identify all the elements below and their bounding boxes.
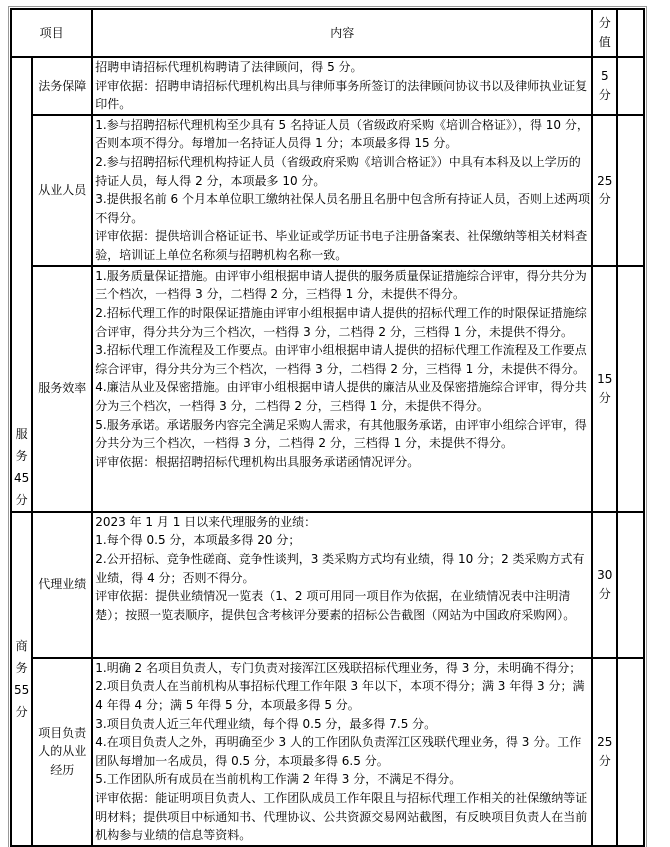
content-cell bbox=[92, 266, 592, 512]
content-line: 1.每个得 0.5 分，本项最多得 20 分； bbox=[95, 533, 301, 548]
content-line: 评审依据：根据招聘招标代理机构出具服务承诺函情况评分。 bbox=[95, 454, 420, 469]
header-score: 分值 bbox=[592, 9, 617, 57]
table-row bbox=[11, 658, 644, 846]
header-row bbox=[11, 9, 644, 57]
content-line: 评审依据：提供培训合格证证书、毕业证或学历证书电子注册备案表、社保缴纳等相关材料查验，培训证上单位名称须与招聘机构名称一致。 bbox=[95, 229, 588, 262]
subitem-cell: 项目负责人的从业经历 bbox=[32, 658, 92, 846]
subitem-cell: 从业人员 bbox=[32, 115, 92, 266]
content-line: 2.公开招标、竞争性磋商、竞争性谈判，3 类采购方式均有业绩，得 10 分；2 类采购方式有业绩，得 4 分；否则不得分。 bbox=[95, 551, 585, 585]
table-row bbox=[11, 57, 644, 115]
blank-cell bbox=[617, 512, 644, 658]
blank-cell bbox=[617, 115, 644, 266]
content-line: 5.工作团队所有成员在当前机构工作满 2 年得 3 分，不满足不得分。 bbox=[95, 772, 462, 787]
content-line: 2023 年 1 月 1 日以来代理服务的业绩： bbox=[95, 514, 317, 529]
content-line: 评审依据：提供业绩情况一览表（1、2 项可用同一项目作为依据，在业绩情况表中注明清楚）；按照一览表顺序，提供包含考核评分要素的招标公告截图（网站为中国政府采购网）。 bbox=[95, 589, 576, 622]
score-cell: 30分 bbox=[592, 512, 617, 658]
scoring-table bbox=[10, 8, 645, 847]
content-line: 评审依据：能证明项目负责人、工作团队成员工作年限且与招标代理工作相关的社保缴纳等证明材料；提供项目中标通知书、代理协议、公共资源交易网站截图，有反映项目负责人在当前机构参与业绩的信息等资料。 bbox=[95, 790, 588, 843]
content-line: 3.提供报名前 6 个月本单位职工缴纳社保人员名册且名册中包含所有持证人员，否则上述两项不得分。 bbox=[95, 192, 590, 225]
score-cell: 25分 bbox=[592, 658, 617, 846]
table-row bbox=[11, 512, 644, 658]
content-cell bbox=[92, 115, 592, 266]
content-line: 4.廉洁从业及保密措施。由评审小组根据申请人提供的廉洁从业及保密措施综合评审，得分共分为三个档次，一档得 3 分，二档得 2 分，三档得 1 分，未提供不得分。 bbox=[95, 380, 587, 413]
content-line: 2.参与招聘招标代理机构持证人员（省级政府采购《培训合格证》）中具有本科及以上学历的持证人员，每人得 2 分，本项最多 10 分。 bbox=[95, 154, 581, 188]
content-line: 1.明确 2 名项目负责人，专门负责对接浑江区残联招标代理业务，得 3 分，未明确不得分； bbox=[95, 660, 582, 675]
table-row bbox=[11, 266, 644, 512]
score-cell: 5 分 bbox=[592, 57, 617, 115]
content-line: 1.参与招聘招标代理机构至少具有 5 名持证人员（省级政府采购《培训合格证》），得 10 分，否则本项不得分。每增加一名持证人员得 1 分；本项最多得 15 分。 bbox=[95, 117, 589, 151]
table-row bbox=[11, 115, 644, 266]
header-item: 项目 bbox=[11, 9, 92, 57]
content-line: 招聘申请招标代理机构聘请了法律顾问，得 5 分。 bbox=[95, 60, 363, 74]
content-cell bbox=[92, 512, 592, 658]
content-line: 5.服务承诺。承诺服务内容完全满足采购人需求，有其他服务承诺，由评审小组综合评审，得分共分为三个档次，一档得 3 分，二档得 2 分，三档得 1 分，未提供不得分。 bbox=[95, 417, 587, 451]
score-cell: 25分 bbox=[592, 115, 617, 266]
content-line: 3.项目负责人近三年代理业绩，每个得 0.5 分，最多得 7.5 分。 bbox=[95, 716, 437, 731]
blank-cell bbox=[617, 658, 644, 846]
content-line: 2.招标代理工作的时限保证措施由评审小组根据申请人提供的招标代理工作的时限保证措施综合评审，得分共分为三个档次，一档得 3 分，二档得 2 分，三档得 1 分，未提供不得分。 bbox=[95, 305, 587, 339]
content-line: 2.项目负责人在当前机构从事招标代理工作年限 3 年以下，本项不得分；满 3 年得 3 分；满 4 年得 4 分；满 5 年得 5 分，本项最多得 5 分。 bbox=[95, 679, 585, 712]
blank-cell bbox=[617, 266, 644, 512]
content-line: 1.服务质量保证措施。由评审小组根据申请人提供的服务质量保证措施综合评审，得分共分为三个档次，一档得 3 分，二档得 2 分，三档得 1 分，未提供不得分。 bbox=[95, 268, 587, 302]
category-cell: 服务45分 bbox=[11, 57, 32, 512]
subitem-cell: 代理业绩 bbox=[32, 512, 92, 658]
content-line: 4.在项目负责人之外，再明确至少 3 人的工作团队负责浑江区残联代理业务，得 3 分。工作团队每增加一名成员，得 0.5 分，本项最多得 6.5 分。 bbox=[95, 735, 582, 768]
content-line: 评审依据：招聘申请招标代理机构出具与律师事务所签订的法律顾问协议书以及律师执业证复印件。 bbox=[95, 78, 588, 112]
blank-cell bbox=[617, 57, 644, 115]
content-line: 3.招标代理工作流程及工作要点。由评审小组根据申请人提供的招标代理工作流程及工作要点综合评审，得分共分为三个档次，一档得 3 分，二档得 2 分，三档得 1 分，未提供不得分。 bbox=[95, 343, 587, 376]
score-cell: 15分 bbox=[592, 266, 617, 512]
subitem-cell: 法务保障 bbox=[32, 57, 92, 115]
content-cell bbox=[92, 57, 592, 115]
content-cell bbox=[92, 658, 592, 846]
header-content: 内容 bbox=[92, 9, 592, 57]
header-blank bbox=[617, 9, 644, 57]
category-cell: 商务55分 bbox=[11, 512, 32, 846]
subitem-cell: 服务效率 bbox=[32, 266, 92, 512]
